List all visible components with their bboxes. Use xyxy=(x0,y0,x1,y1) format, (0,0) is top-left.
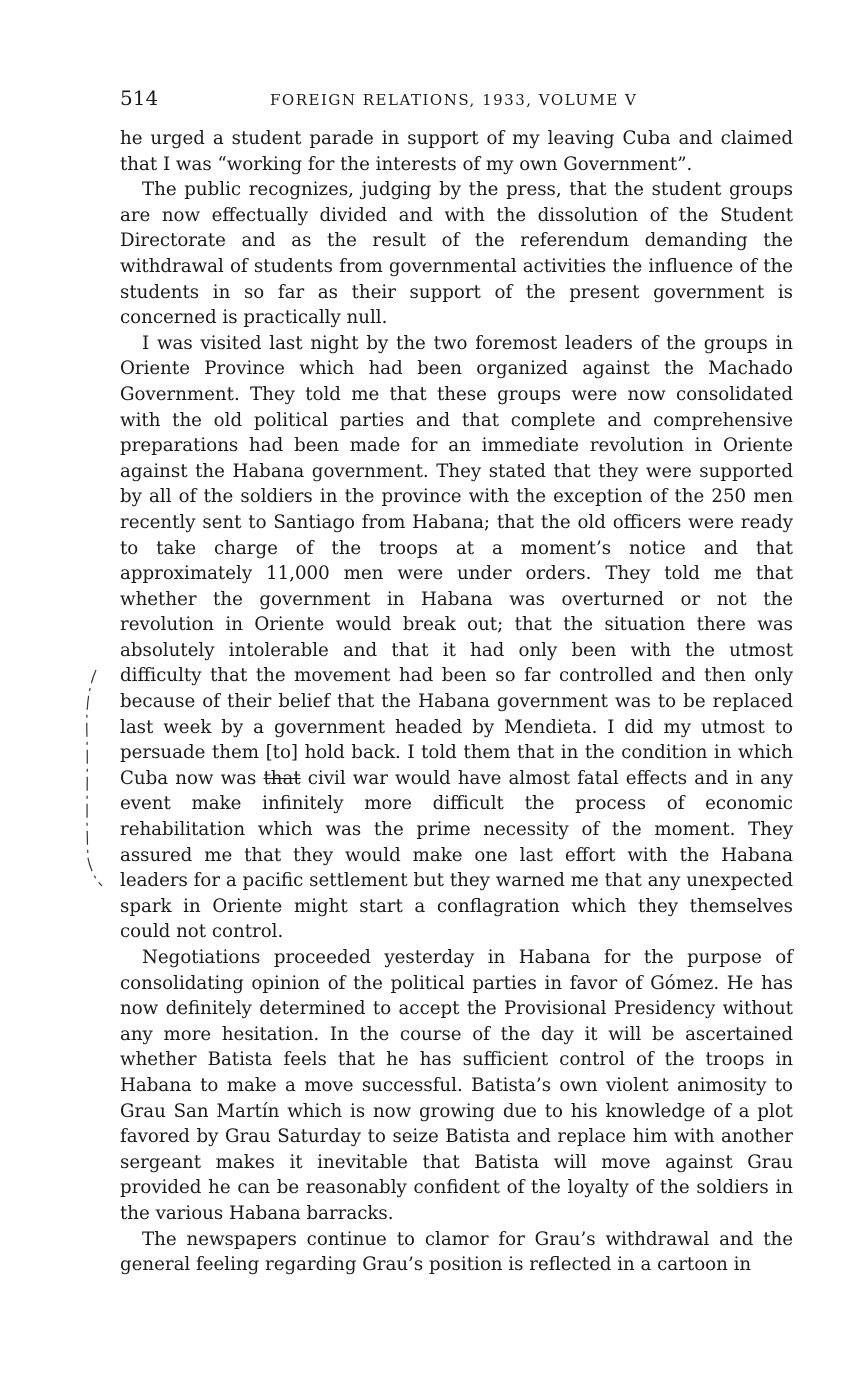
page-number: 514 xyxy=(120,86,159,110)
document-page xyxy=(120,86,793,1278)
paragraph-5: The newspapers continue to clamor for Grau’s withdrawal and the general feeling regarding Grau’s position is reflected in a cartoon in xyxy=(120,1228,793,1276)
running-head xyxy=(120,86,793,112)
paragraph-2: The public recognizes, judging by the press, that the student groups are now effectually divided and with the dissolution of the Student Directorate and as the result of the referendum demanding the withdrawal of students from governmental activities the influence of the students in so far as their support of the present government is concerned is practically null. xyxy=(120,179,793,329)
running-title: FOREIGN RELATIONS, 1933, VOLUME V xyxy=(270,91,638,109)
struck-word: that xyxy=(263,767,301,789)
paragraph-3-text-b: civil war would have almost fatal effects and in any event make infinitely more difficult the process of economic rehabilitation which was the prime necessity of the moment. They assured me that they would make one last effort with the Habana leaders for a pacific settlement but they warned me that any unexpected spark in Oriente might start a conflagration which they themselves could not control. xyxy=(120,767,793,943)
paragraph-3-text-a: I was visited last night by the two foremost leaders of the groups in Oriente Province which had been organized against the Machado Government. They told me that these groups were now consolidated with the old political parties and that complete and comprehensive preparations had been made for an immediate revolution in Oriente against the Habana government. They stated that they were supported by all of the soldiers in the province with the exception of the 250 men recently sent to Santiago from Habana; that the old officers were ready to take charge of the troops at a moment’s notice and that approximately 11,000 men were under orders. They told me that whether the government in Habana was overturned or not the revolution in Oriente would break out; that the situation there was absolutely intolerable and that it had only been with the utmost difficulty that the movement had been so far controlled and then only because of their belief that the Habana government was to be replaced last week by a government headed by Mendieta. I did my utmost to persuade them [to] hold back. I told them that in the condition in which Cuba now was xyxy=(120,332,793,789)
handwritten-margin-line-icon xyxy=(82,668,122,888)
paragraph-4: Negotiations proceeded yesterday in Habana for the purpose of consolidating opinion of the political parties in favor of Gómez. He has now definitely determined to accept the Provisional Presidency without any more hesitation. In the course of the day it will be ascertained whether Batista feels that he has sufficient control of the troops in Habana to make a move successful. Batista’s own violent animosity to Grau San Martín which is now growing due to his knowledge of a plot favored by Grau Saturday to seize Batista and replace him with another sergeant makes it inevitable that Batista will move against Grau provided he can be reasonably confident of the loyalty of the soldiers in the various Habana barracks. xyxy=(120,947,793,1224)
paragraph-1: he urged a student parade in support of my leaving Cuba and claimed that I was “working for the interests of my own Government”. xyxy=(120,128,793,175)
paragraph-3 xyxy=(120,331,793,945)
